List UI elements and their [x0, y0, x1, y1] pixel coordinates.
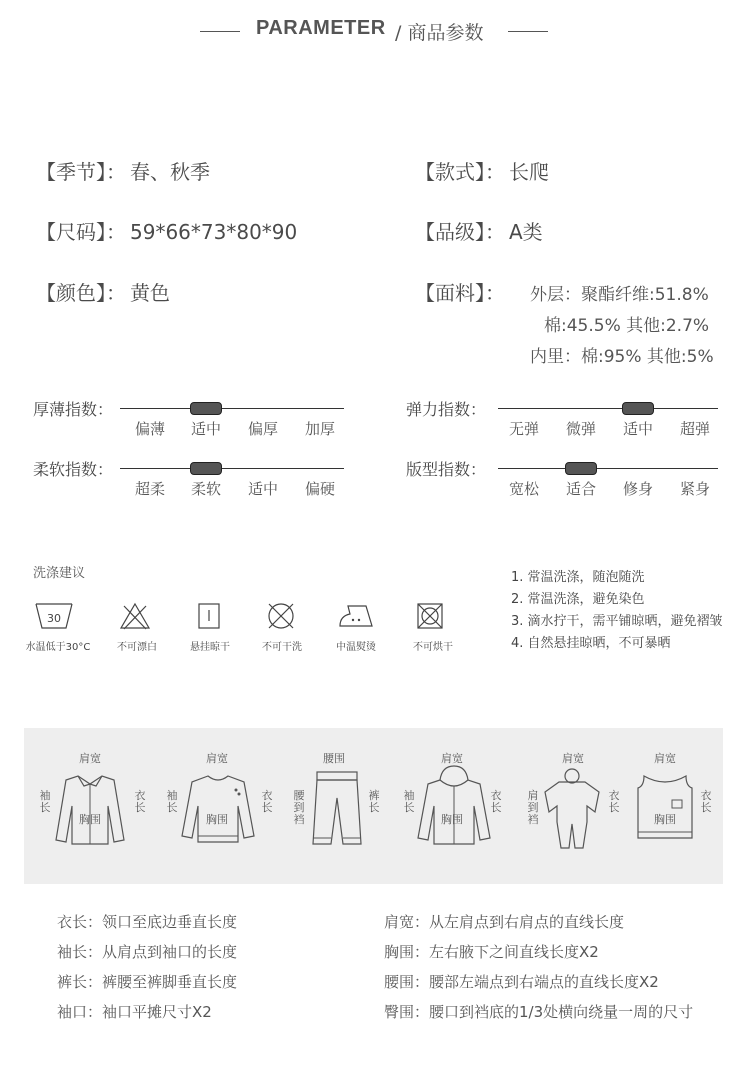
shirt-icon — [50, 770, 130, 850]
index-option: 超弹 — [679, 420, 711, 438]
index-option: 修身 — [622, 480, 654, 498]
index-label: 版型指数： — [406, 460, 487, 479]
index-option: 微弹 — [565, 420, 597, 438]
definition: 衣长：领口至底边垂直长度 — [57, 913, 238, 931]
param-season-value: 春、秋季 — [130, 160, 210, 184]
header-title-en: PARAMETER — [256, 17, 386, 39]
figure-left-label: 肩到裆 — [527, 789, 539, 826]
index-option: 适中 — [622, 420, 654, 438]
wash-tip: 2. 常温洗涤，避免染色 — [511, 592, 645, 607]
figure-left-label: 腰到裆 — [293, 789, 305, 826]
hang-dry-icon — [197, 603, 221, 629]
index-option: 柔软 — [190, 480, 222, 498]
param-fabric — [415, 277, 505, 306]
param-style — [415, 156, 549, 185]
param-fabric-label: 【面料】： — [415, 281, 505, 305]
figure-left-label: 袖长 — [403, 789, 415, 814]
figure-left-label: 袖长 — [39, 789, 51, 814]
vest-icon — [630, 772, 700, 848]
figure-right-label: 衣长 — [261, 789, 273, 814]
index-option: 无弹 — [508, 420, 540, 438]
param-grade-value: A类 — [509, 220, 543, 244]
wash-label-dryclean: 不可干洗 — [262, 642, 302, 653]
wash-tip: 3. 滴水拧干，需平铺晾晒，避免褶皱 — [511, 614, 723, 629]
figure-center-label: 胸围 — [654, 813, 676, 826]
param-fabric-line3: 内里：棉:95% 其他:5% — [530, 347, 714, 367]
wash-label-tumble: 不可烘干 — [413, 642, 453, 653]
no-dry-clean-icon — [266, 601, 296, 631]
figure-top-label: 肩宽 — [206, 752, 228, 765]
index-marker — [190, 402, 222, 415]
index-option: 适中 — [190, 420, 222, 438]
figure-top-label: 肩宽 — [441, 752, 463, 765]
index-marker — [565, 462, 597, 475]
index-option: 紧身 — [679, 480, 711, 498]
figure-center-label: 胸围 — [79, 813, 101, 826]
wash-label-temp: 水温低于30°C — [25, 642, 91, 653]
washing-title: 洗涤建议 — [33, 566, 86, 581]
index-option: 加厚 — [304, 420, 336, 438]
figure-left-label: 袖长 — [166, 789, 178, 814]
index-label: 弹力指数： — [406, 400, 487, 419]
index-marker — [190, 462, 222, 475]
definition: 腰围：腰部左端点到右端点的直线长度X2 — [384, 973, 659, 991]
index-option: 偏硬 — [304, 480, 336, 498]
wash-label-bleach: 不可漂白 — [117, 642, 157, 653]
definition: 胸围：左右腋下之间直线长度X2 — [384, 943, 599, 961]
wash-30-icon — [34, 602, 74, 632]
param-fabric-line1: 外层：聚酯纤维:51.8% — [530, 285, 709, 305]
wash-label-hang: 悬挂晾干 — [190, 642, 230, 653]
header-rule-left — [200, 31, 240, 32]
index-option: 适中 — [247, 480, 279, 498]
figure-top-label: 肩宽 — [562, 752, 584, 765]
figure-right-label: 衣长 — [608, 789, 620, 814]
index-label: 柔软指数： — [33, 460, 114, 479]
pants-icon — [307, 770, 367, 852]
index-marker — [622, 402, 654, 415]
hoodie-icon — [414, 766, 494, 850]
romper-icon — [537, 766, 607, 852]
definition: 肩宽：从左肩点到右肩点的直线长度 — [384, 913, 625, 931]
header-rule-right — [508, 31, 548, 32]
param-season-label: 【季节】： — [36, 160, 126, 184]
param-size-value: 59*66*73*80*90 — [130, 220, 298, 244]
definition: 裤长：裤腰至裤脚垂直长度 — [57, 973, 238, 991]
no-bleach-icon — [119, 602, 151, 630]
figure-right-label: 裤长 — [368, 789, 380, 814]
param-size — [36, 216, 297, 245]
param-season — [36, 156, 210, 185]
figure-center-label: 胸围 — [206, 813, 228, 826]
param-color — [36, 277, 170, 306]
param-style-label: 【款式】： — [415, 160, 505, 184]
figure-top-label: 腰围 — [323, 752, 345, 765]
figure-top-label: 肩宽 — [79, 752, 101, 765]
param-color-value: 黄色 — [130, 281, 170, 305]
no-tumble-dry-icon — [416, 602, 444, 630]
index-option: 宽松 — [508, 480, 540, 498]
index-option: 偏薄 — [134, 420, 166, 438]
medium-iron-icon — [336, 603, 376, 629]
index-option: 适合 — [565, 480, 597, 498]
figure-right-label: 衣长 — [490, 789, 502, 814]
index-option: 偏厚 — [247, 420, 279, 438]
index-option: 超柔 — [134, 480, 166, 498]
param-color-label: 【颜色】： — [36, 281, 126, 305]
sweater-icon — [178, 772, 258, 848]
wash-tip: 1. 常温洗涤，随泡随洗 — [511, 570, 645, 585]
figure-center-label: 胸围 — [441, 813, 463, 826]
wash-tip: 4. 自然悬挂晾晒，不可暴晒 — [511, 636, 671, 651]
figure-top-label: 肩宽 — [654, 752, 676, 765]
definition: 袖口：袖口平摊尺寸X2 — [57, 1003, 212, 1021]
index-track — [498, 408, 718, 409]
param-grade-label: 【品级】： — [415, 220, 505, 244]
param-grade — [415, 216, 543, 245]
param-size-label: 【尺码】： — [36, 220, 126, 244]
index-track — [120, 408, 344, 409]
wash-temp-number: 30 — [47, 612, 61, 625]
definition: 袖长：从肩点到袖口的长度 — [57, 943, 238, 961]
definition: 臀围：腰口到裆底的1/3处横向绕量一周的尺寸 — [384, 1003, 694, 1021]
wash-label-iron: 中温熨烫 — [336, 642, 376, 653]
index-label: 厚薄指数： — [33, 400, 114, 419]
param-style-value: 长爬 — [509, 160, 549, 184]
index-track — [498, 468, 718, 469]
param-fabric-line2: 棉:45.5% 其他:2.7% — [544, 316, 710, 336]
index-track — [120, 468, 344, 469]
figure-right-label: 衣长 — [134, 789, 146, 814]
header-title-cn: / 商品参数 — [395, 22, 484, 44]
figure-right-label: 衣长 — [700, 789, 712, 814]
